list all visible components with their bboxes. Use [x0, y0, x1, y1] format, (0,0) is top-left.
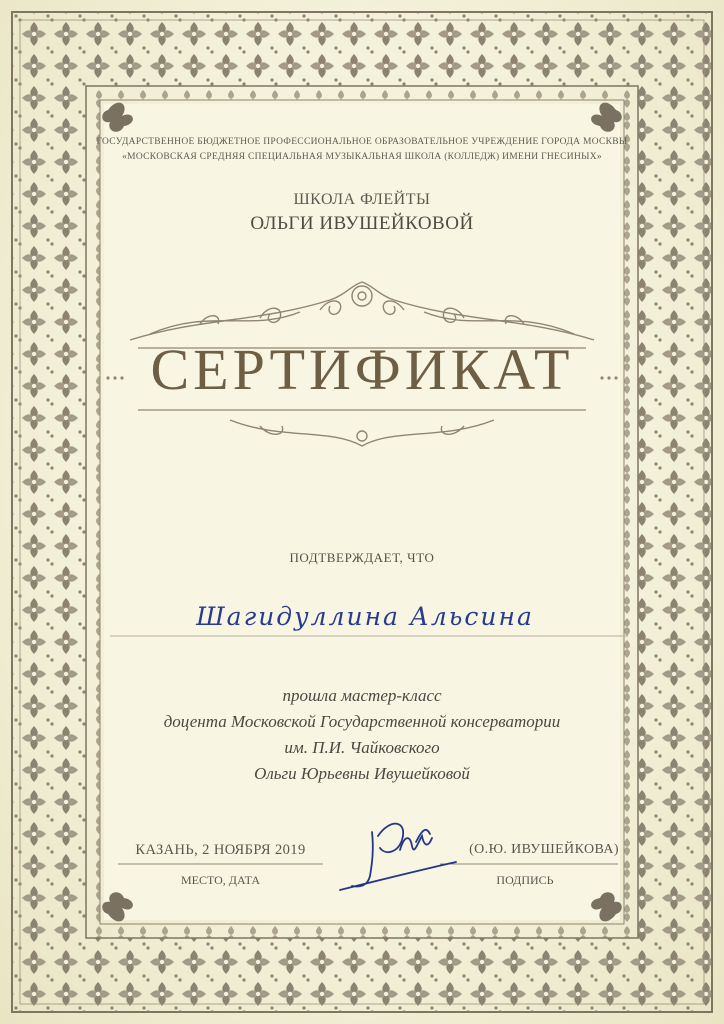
- body-text-line-1: прошла мастер-класс: [282, 686, 442, 705]
- signature-caption: ПОДПИСЬ: [496, 873, 554, 887]
- institution-name-line-1: ГОСУДАРСТВЕННОЕ БЮДЖЕТНОЕ ПРОФЕССИОНАЛЬНОЕ ОБРАЗОВАТЕЛЬНОЕ УЧРЕЖДЕНИЕ ГОРОДА МОСКВЫ: [96, 137, 628, 147]
- certificate-title: СЕРТИФИКАТ: [150, 337, 574, 402]
- body-text-line-3: им. П.И. Чайковского: [284, 738, 440, 757]
- recipient-name-handwritten: Шагидуллина Альсина: [196, 602, 534, 631]
- confirms-text: ПОДТВЕРЖДАЕТ, ЧТО: [289, 550, 435, 565]
- place-date-caption: МЕСТО, ДАТА: [180, 873, 261, 887]
- place-date-value: КАЗАНЬ, 2 НОЯБРЯ 2019: [135, 842, 306, 858]
- institution-name-line-2: «МОСКОВСКАЯ СРЕДНЯЯ СПЕЦИАЛЬНАЯ МУЗЫКАЛЬНАЯ ШКОЛА (КОЛЛЕДЖ) ИМЕНИ ГНЕСИНЫХ»: [122, 152, 602, 162]
- body-text-line-2: доцента Московской Государственной консерватории: [163, 712, 561, 731]
- signer-name: (О.Ю. ИВУШЕЙКОВА): [469, 842, 619, 857]
- school-name-line-2: ОЛЬГИ ИВУШЕЙКОВОЙ: [250, 213, 474, 234]
- school-name-line-1: ШКОЛА ФЛЕЙТЫ: [293, 191, 431, 208]
- body-text-line-4: Ольги Юрьевны Ивушейковой: [254, 764, 470, 783]
